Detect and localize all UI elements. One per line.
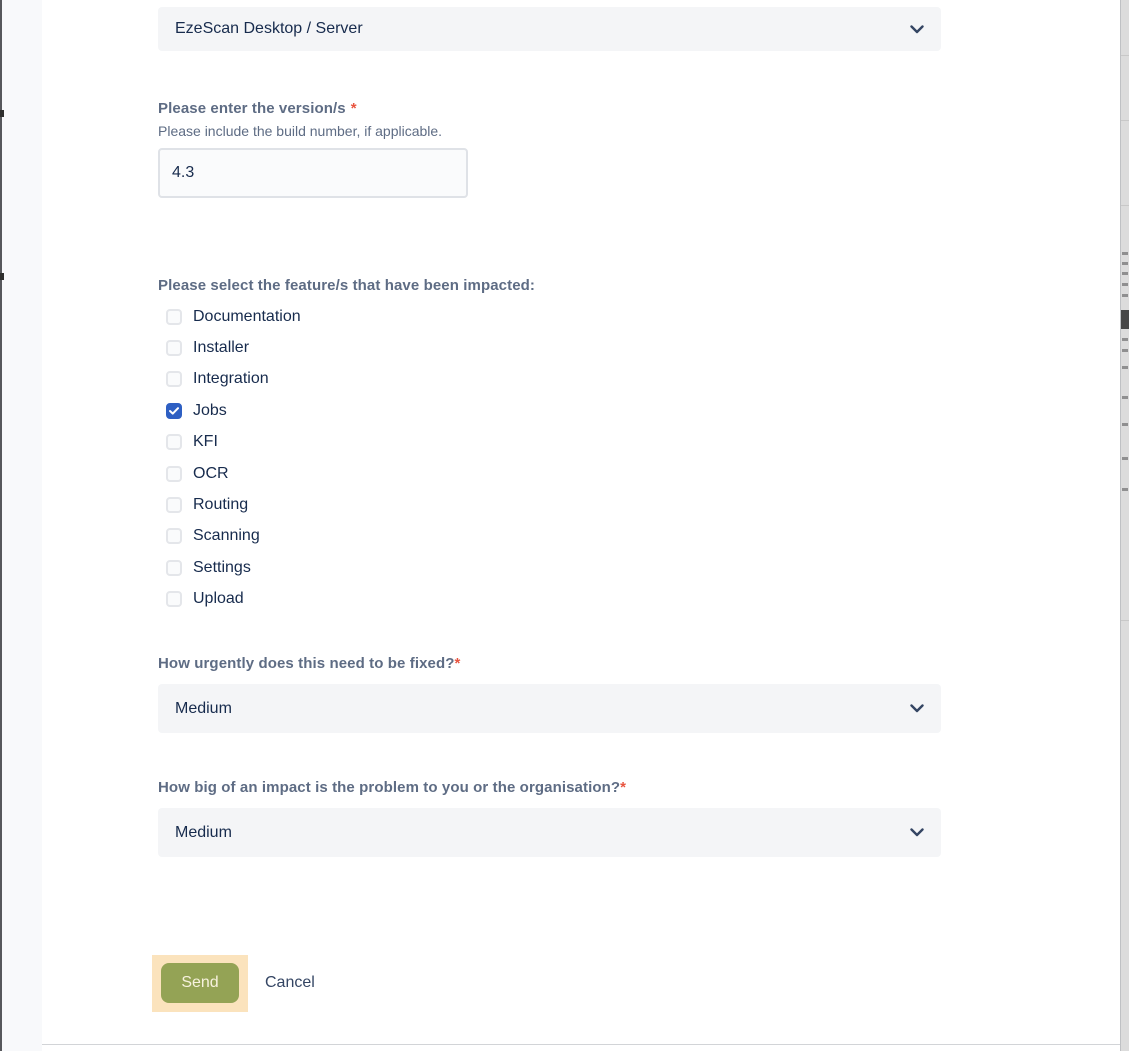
cancel-link[interactable]: Cancel <box>265 974 315 991</box>
checkbox-label: Settings <box>193 558 251 576</box>
version-question-label: Please enter the version/s * <box>158 100 357 117</box>
strip-line <box>1121 620 1129 621</box>
checkbox-scanning[interactable] <box>166 528 182 544</box>
version-help-text: Please include the build number, if applicable. <box>158 123 443 139</box>
checkbox-installer[interactable] <box>166 340 182 356</box>
strip-fragment <box>1122 423 1128 426</box>
edge-artifact <box>0 273 4 280</box>
strip-line <box>1121 55 1129 56</box>
impact-select[interactable] <box>158 808 941 857</box>
strip-fragment <box>1122 488 1128 491</box>
checkbox-settings[interactable] <box>166 560 182 576</box>
required-asterisk: * <box>350 100 357 117</box>
feature-checkbox-row[interactable] <box>158 427 558 458</box>
page-left-gutter <box>2 0 42 1051</box>
strip-fragment <box>1122 252 1128 255</box>
checkbox-label: OCR <box>193 464 229 482</box>
strip-line <box>1121 120 1129 121</box>
feature-checkbox-row[interactable] <box>158 364 558 395</box>
impact-question-label: How big of an impact is the problem to you or the organisation?* <box>158 779 627 796</box>
feature-checkbox-row[interactable] <box>158 521 558 552</box>
strip-fragment <box>1122 283 1128 286</box>
strip-fragment <box>1122 349 1128 352</box>
background-window-strip <box>1120 0 1129 1051</box>
required-asterisk: * <box>620 779 627 796</box>
strip-fragment <box>1122 272 1128 275</box>
urgency-select-value: Medium <box>175 699 232 717</box>
checkbox-jobs[interactable] <box>166 403 182 419</box>
checkbox-documentation[interactable] <box>166 309 182 325</box>
checkbox-label: Jobs <box>193 401 227 419</box>
strip-line <box>1121 205 1129 206</box>
chevron-down-icon <box>910 828 924 837</box>
urgency-select[interactable] <box>158 684 941 733</box>
checkbox-label: Scanning <box>193 527 260 545</box>
chevron-down-icon <box>910 704 924 713</box>
strip-fragment <box>1122 366 1128 369</box>
product-select-value: EzeScan Desktop / Server <box>175 20 363 37</box>
required-asterisk: * <box>454 655 461 672</box>
checkbox-label: Integration <box>193 370 269 388</box>
checkbox-label: Routing <box>193 496 249 514</box>
feature-checkbox-row[interactable] <box>158 395 558 426</box>
strip-fragment <box>1122 396 1128 399</box>
feature-checkbox-row[interactable] <box>158 552 558 583</box>
product-select[interactable] <box>158 7 941 51</box>
checkbox-kfi[interactable] <box>166 434 182 450</box>
checkbox-label: Installer <box>193 339 250 357</box>
impact-select-value: Medium <box>175 823 232 841</box>
checkbox-ocr[interactable] <box>166 466 182 482</box>
feature-checkbox-row[interactable] <box>158 489 558 520</box>
feature-checkbox-list <box>158 301 558 615</box>
strip-fragment <box>1121 310 1129 329</box>
strip-fragment <box>1122 457 1128 460</box>
edge-artifact <box>0 110 4 117</box>
feature-checkbox-row[interactable] <box>158 301 558 332</box>
strip-fragment <box>1122 262 1128 265</box>
feature-checkbox-row[interactable] <box>158 458 558 489</box>
strip-fragment <box>1122 338 1128 341</box>
form-content <box>158 0 941 1051</box>
checkbox-label: Upload <box>193 590 244 608</box>
checkbox-upload[interactable] <box>166 591 182 607</box>
chevron-down-icon <box>910 25 924 34</box>
strip-fragment <box>1122 294 1128 297</box>
checkbox-label: Documentation <box>193 307 301 325</box>
version-input[interactable] <box>158 148 468 198</box>
feature-checkbox-row[interactable] <box>158 584 558 615</box>
checkbox-routing[interactable] <box>166 497 182 513</box>
checkbox-integration[interactable] <box>166 371 182 387</box>
feature-checkbox-row[interactable] <box>158 332 558 363</box>
urgency-question-label: How urgently does this need to be fixed?* <box>158 655 461 672</box>
features-question-label: Please select the feature/s that have been impacted: <box>158 277 536 294</box>
form-actions <box>158 955 558 1012</box>
checkbox-label: KFI <box>193 433 218 451</box>
send-button[interactable]: Send <box>161 963 239 1003</box>
